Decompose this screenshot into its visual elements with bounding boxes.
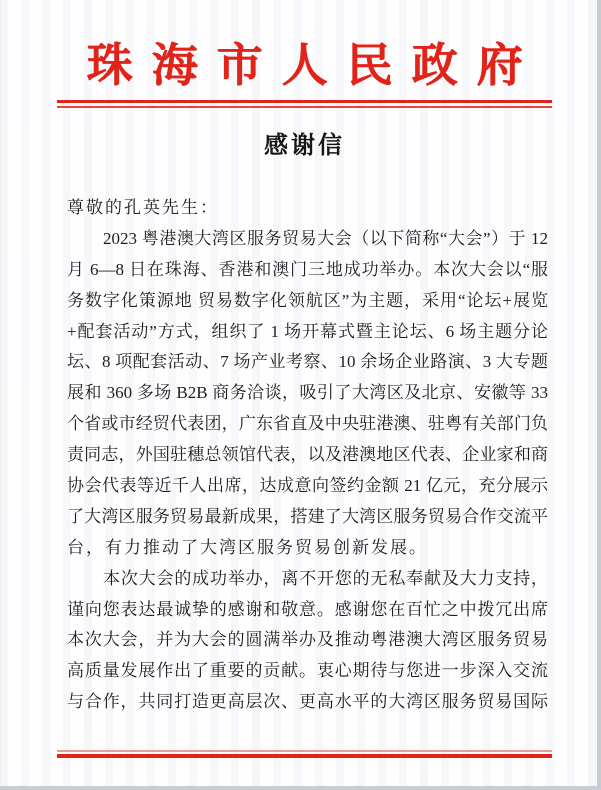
body-line: 台，有力推动了大湾区服务贸易创新发展。 [67,537,428,557]
body-line: 协会代表等近千人出席，达成意向签约金额 21 亿元，充分展示 [67,476,548,496]
body-line: 高质量发展作出了重要的贡献。衷心期待与您进一步深入交流 [67,661,548,681]
letter-body [67,193,548,718]
letterhead-rule-thick [57,100,552,103]
body-line: 本次大会的成功举办，离不开您的无私奉献及大力支持， [103,568,548,588]
body-line: 尊敬的孔英先生： [67,198,219,217]
letterhead-agency-name: 珠海市人民政府 [86,40,542,91]
body-line: 与合作，共同打造更高层次、更高水平的大湾区服务贸易国际 [67,692,548,712]
body-line: 个省或市经贸代表团，广东省直及中央驻港澳、驻粤有关部门负 [67,414,548,434]
body-line: 展和 360 多场 B2B 商务洽谈，吸引了大湾区及北京、安徽等 33 [67,383,548,403]
letterhead-rule-thin [57,106,552,108]
body-line: 务数字化策源地 贸易数字化领航区”为主题，采用“论坛+展览 [67,290,548,310]
body-line: 坛、8 项配套活动、7 场产业考察、10 余场企业路演、3 大专题 [67,352,548,372]
body-line: 2023 粤港澳大湾区服务贸易大会（以下简称“大会”）于 12 [103,228,548,248]
body-line: 了大湾区服务贸易最新成果，搭建了大湾区服务贸易合作交流平 [67,506,548,526]
body-line: 月 6—8 日在珠海、香港和澳门三地成功举办。本次大会以“服 [67,259,548,279]
body-line: 责同志，外国驻穗总领馆代表，以及港澳地区代表、企业家和商 [67,445,548,465]
footer-rule-thin [57,750,552,752]
document-title: 感谢信 [264,133,345,159]
body-line: 谨向您表达最诚挚的感谢和敬意。感谢您在百忙之中拨冗出席 [67,599,548,619]
body-line: 本次大会，并为大会的圆满举办及推动粤港澳大湾区服务贸易 [67,630,548,650]
body-line: +配套活动”方式，组织了 1 场开幕式暨主论坛、6 场主题分论 [67,321,548,341]
footer-rule-thick [57,754,552,758]
